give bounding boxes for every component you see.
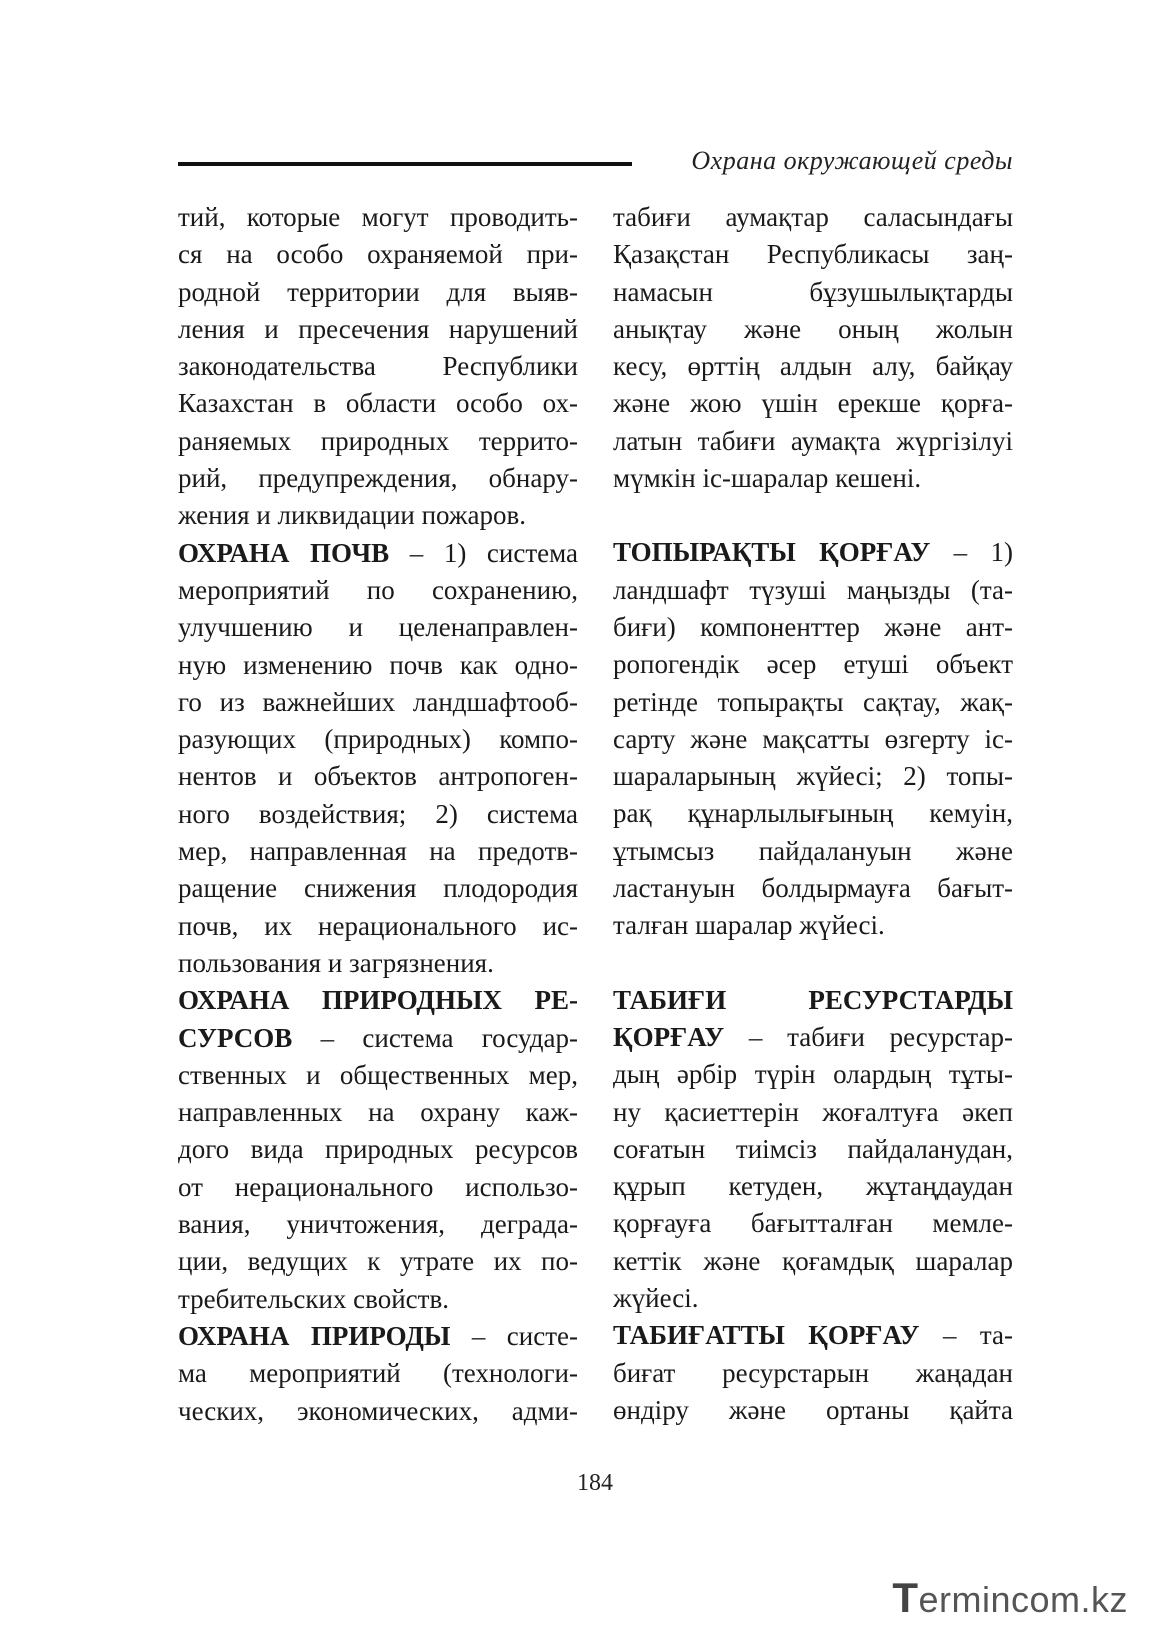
text-line: мер, направленная на предотв- [178,836,578,867]
paragraph-gap [613,497,1013,534]
entry-nature-ru-first-line [178,1318,578,1355]
paragraph-gap [613,945,1013,982]
entry-text: – та- [919,1320,1013,1351]
text-line: нентов и объектов антропоген- [178,761,578,792]
text-line: тий, которые могут проводить- [178,202,578,232]
entry-soil-ru-first-line [178,535,578,572]
text-line: құрып кетуден, жұтаңдаудан [613,1171,1013,1202]
text-line: латын табиғи аумақта жүргізілуі [613,425,1013,456]
entry-term: ТАБИҒИ РЕСУРСТАРДЫ [613,984,1013,1015]
text-line: табиғи аумақтар саласындағы [613,202,1013,232]
text-line: рақ құнарлылығының кемуін, [613,798,1013,829]
entry-term: ҚОРҒАУ [613,1021,725,1052]
text-line: мероприятий по сохранению, [178,574,578,605]
watermark-initial: T [892,1574,919,1621]
text-line: жения и ликвидации пожаров. [178,500,527,531]
text-line: кесу, өрттің алдын алу, байқау [613,351,1013,382]
text-line: және жою үшін ерекше қорға- [613,388,1013,419]
text-line: родной территории для выяв- [178,276,578,307]
text-line: ления и пресечения нарушений [178,313,578,344]
text-line: ретінде топырақты сақтау, жақ- [613,686,1013,717]
site-watermark-logo [892,1574,1128,1622]
text-line: ма мероприятий (технологи- [178,1358,578,1389]
text-line: раняемых природных террито- [178,425,578,456]
text-line: ции, ведущих к утрате их по- [178,1246,578,1277]
text-line: дың әрбір түрін олардың тұты- [613,1059,1013,1090]
text-line: ную изменению почв как одно- [178,649,578,680]
text-line: биғат ресурстарын жаңадан [613,1357,1013,1388]
text-line: Қазақстан Республикасы заң- [613,239,1013,270]
text-line: ся на особо охраняемой при- [178,239,578,270]
left-column [178,199,578,1430]
header-rule [178,162,632,166]
right-column [613,199,1013,1429]
entry-text: – 1) [930,537,1013,568]
text-line: законодательства Республики [178,351,578,382]
text-line: направленных на охрану каж- [178,1097,578,1128]
entry-soil-kk-first-line [613,534,1013,571]
text-line: жүйесі. [613,1283,699,1314]
text-line: ландшафт түзуші маңызды (та- [613,574,1013,605]
text-line: разующих (природных) компо- [178,724,578,755]
entry-text: – систе- [450,1320,578,1351]
text-line: шараларының жүйесі; 2) топы- [613,761,1013,792]
text-line: өндіру және ортаны қайта [613,1394,1013,1425]
text-line: ластануын болдырмауға бағыт- [613,873,1013,904]
text-line: дого вида природных ресурсов [178,1134,578,1165]
text-line: сарту және мақсатты өзгерту іс- [613,723,1013,754]
text-line: требительских свойств. [178,1283,449,1314]
text-line: улучшению и целенаправлен- [178,612,578,643]
text-line: ұтымсыз пайдалануын және [613,835,1013,866]
text-line: пользования и загрязнения. [178,947,494,978]
entry-term: ТАБИҒАТТЫ ҚОРҒАУ [613,1320,920,1351]
text-line: ческих, экономических, адми- [178,1395,578,1426]
text-line: кеттік және қоғамдық шаралар [613,1245,1013,1276]
entry-term: СУРСОВ [178,1022,293,1053]
text-line: мүмкін іс-шаралар кешені. [613,463,922,494]
text-line: талған шаралар жүйесі. [613,910,885,941]
text-line: го из важнейших ландшафтооб- [178,686,578,717]
entry-resources-kk-second-line [613,1019,1013,1056]
text-line: от нерационального использо- [178,1171,578,1202]
entry-term: ОХРАНА ПОЧВ [178,537,390,568]
text-line: ного воздействия; 2) система [178,798,578,829]
page-number: 184 [577,1470,613,1496]
text-line: намасын бұзушылықтарды [613,276,1013,307]
text-line: анықтау және оның жолын [613,313,1013,344]
text-line: ропогендік әсер етуші объект [613,649,1013,680]
text-line: соғатын тиімсіз пайдаланудан, [613,1133,1013,1164]
entry-nature-kk-first-line [613,1317,1013,1354]
entry-text: – табиғи ресурстар- [724,1021,1013,1052]
text-line: Казахстан в области особо ох- [178,388,578,419]
entry-term: ОХРАНА ПРИРОДЫ [178,1320,451,1351]
entry-text: – система государ- [292,1022,578,1053]
text-line: рий, предупреждения, обнару- [178,463,578,494]
text-line: биғи) компоненттер және ант- [613,611,1013,642]
entry-text: – 1) система [389,537,578,568]
entry-resources-ru-second-line [178,1020,578,1057]
running-header-title: Охрана окружающей среды [691,146,1013,175]
watermark-text: ermincom.kz [918,1579,1128,1620]
text-line: вания, уничтожения, деграда- [178,1209,578,1240]
text-line: ну қасиеттерін жоғалтуға әкеп [613,1096,1013,1127]
text-line: ственных и общественных мер, [178,1059,578,1090]
text-line: қорғауға бағытталған мемле- [613,1208,1013,1239]
text-line: ращение снижения плодородия [178,873,578,904]
entry-term: ТОПЫРАҚТЫ ҚОРҒАУ [613,537,931,568]
entry-term: ОХРАНА ПРИРОДНЫХ РЕ- [178,985,578,1016]
text-line: почв, их нерационального ис- [178,910,578,941]
